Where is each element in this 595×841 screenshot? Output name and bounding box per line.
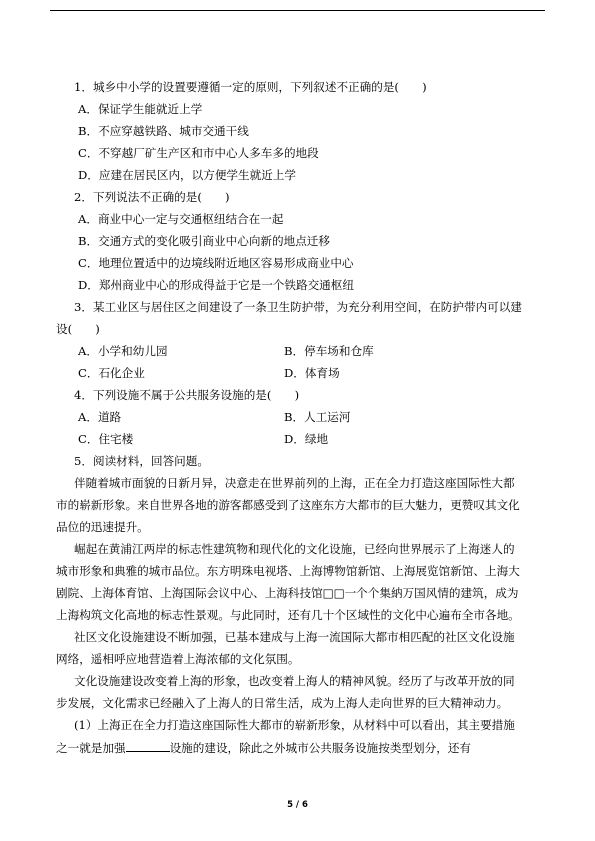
q5-sub1-line2 bbox=[56, 740, 471, 755]
q5-para1-line1: 伴随着城市面貌的日新月异，决意走在世界前列的上海，正在全力打造这座国际性大都 bbox=[74, 476, 515, 490]
q5-para1-line3: 品位的迅速提升。 bbox=[56, 520, 149, 534]
q5-para2-line2: 城市形象和典雅的城市品位。东方明珠电视塔、上海博物馆新馆、上海展览馆新馆、上海大 bbox=[56, 564, 520, 578]
q5-para2-line3: 剧院、上海体育馆、上海国际会议中心、上海科技馆□□一个个集納万国风情的建筑，成为 bbox=[56, 586, 519, 600]
q5-para4-line2: 步发展，文化需求已经融入了上海人的日常生活，成为上海人走向世界的巨大精神动力。 bbox=[56, 696, 509, 710]
q3-stem-line1: 3．某工业区与居住区之间建设了一条卫生防护带，为充分利用空间，在防护带内可以建 bbox=[74, 300, 522, 314]
q5-sub1-line1: (1）上海正在全力打造这座国际性大都市的崭新形象，从材料中可以看出，其主要措施 bbox=[74, 718, 515, 732]
q4-option-d: D．绿地 bbox=[284, 432, 329, 446]
q4-option-a: A．道路 bbox=[78, 410, 122, 424]
q1-option-a: A．保证学生能就近上学 bbox=[78, 102, 203, 116]
q3-stem-line2: 设( ) bbox=[56, 322, 100, 336]
q2-stem: 2．下列说法不正确的是( ) bbox=[74, 190, 230, 204]
answer-blank bbox=[126, 740, 170, 752]
q5-para2-line4: 上海构筑文化高地的标志性景观。与此同时，还有几十个区域性的文化中心遍布全市各地。 bbox=[56, 608, 520, 622]
q5-para1-line2: 市的崭新形象。来自世界各地的游客都感受到了这座东方大都市的巨大魅力，更赞叹其文化 bbox=[56, 498, 520, 512]
q4-option-c: C．住宅楼 bbox=[78, 432, 134, 446]
q3-option-d: D．体育场 bbox=[284, 366, 340, 380]
q2-option-b: B．交通方式的变化吸引商业中心向新的地点迁移 bbox=[78, 234, 330, 248]
q3-option-c: C．石化企业 bbox=[78, 366, 145, 380]
q1-option-b: B．不应穿越铁路、城市交通干线 bbox=[78, 124, 249, 138]
q1-option-c: C．不穿越厂矿生产区和市中心人多车多的地段 bbox=[78, 146, 319, 160]
q1-stem: 1．城乡中小学的设置要遵循一定的原则，下列叙述不正确的是( ) bbox=[74, 80, 427, 94]
q3-option-a: A．小学和幼儿园 bbox=[78, 344, 168, 358]
q2-option-d: D．郑州商业中心的形成得益于它是一个铁路交通枢纽 bbox=[78, 278, 354, 292]
q3-option-b: B．停车场和仓库 bbox=[284, 344, 374, 358]
q5-sub1-text-after: 设施的建设，除此之外城市公共服务设施按类型划分，还有 bbox=[169, 741, 472, 755]
page-number: 5 / 6 bbox=[287, 800, 308, 810]
q2-option-c: C．地理位置适中的边境线附近地区容易形成商业中心 bbox=[78, 256, 354, 270]
q5-para3-line1: 社区文化设施建设不断加强，已基本建成与上海一流国际大都市相匹配的社区文化设施 bbox=[74, 630, 515, 644]
q5-para3-line2: 网络，遥相呼应地营造着上海浓郁的文化氛围。 bbox=[56, 652, 300, 666]
q5-sub1-text-before: 之一就是加强 bbox=[56, 741, 126, 755]
q2-option-a: A．商业中心一定与交通枢纽结合在一起 bbox=[78, 212, 284, 226]
header-rule bbox=[50, 10, 545, 11]
q5-stem: 5．阅读材料，回答问题。 bbox=[74, 454, 209, 468]
q1-option-d: D．应建在居民区内，以方便学生就近上学 bbox=[78, 168, 296, 182]
q4-option-b: B．人工运河 bbox=[284, 410, 351, 424]
q4-stem: 4．下列设施不属于公共服务设施的是( ) bbox=[74, 388, 300, 402]
q5-para2-line1: 崛起在黄浦江两岸的标志性建筑物和现代化的文化设施，已经向世界展示了上海迷人的 bbox=[74, 542, 515, 556]
q5-para4-line1: 文化设施建设改变着上海的形象，也改变着上海人的精神风貌。经历了与改革开放的同 bbox=[74, 674, 515, 688]
